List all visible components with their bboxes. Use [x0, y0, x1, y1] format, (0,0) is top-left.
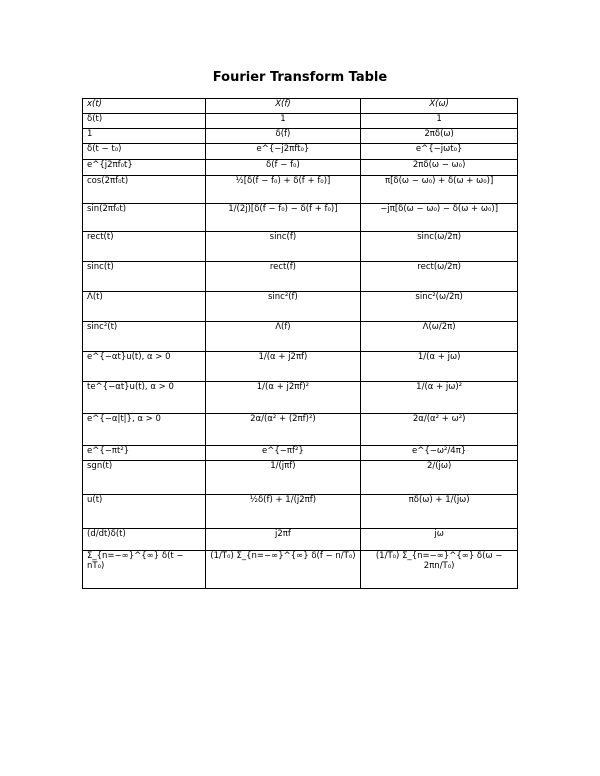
freq-f-cell: sinc²(f)	[205, 292, 361, 322]
freq-f-cell: e^{−πf²}	[205, 446, 361, 461]
time-domain-cell: cos(2πf₀t)	[83, 176, 206, 204]
freq-f-cell: 1/(2j)[δ(f − f₀) − δ(f + f₀)]	[205, 204, 361, 232]
freq-f-cell: ½δ(f) + 1/(j2πf)	[205, 495, 361, 529]
freq-omega-cell: 2πδ(ω)	[361, 129, 518, 144]
table-row	[83, 414, 518, 446]
table-row	[83, 114, 518, 129]
table-row	[83, 551, 518, 589]
freq-omega-cell: π[δ(ω − ω₀) + δ(ω + ω₀)]	[361, 176, 518, 204]
freq-omega-cell: 2πδ(ω − ω₀)	[361, 160, 518, 176]
freq-omega-cell: −jπ[δ(ω − ω₀) − δ(ω + ω₀)]	[361, 204, 518, 232]
time-domain-cell: δ(t)	[83, 114, 206, 129]
table-row	[83, 382, 518, 414]
time-domain-cell: e^{−πt²}	[83, 446, 206, 461]
freq-omega-cell: X(ω)	[361, 99, 518, 114]
time-domain-cell: e^{−α|t|}, α > 0	[83, 414, 206, 446]
freq-omega-cell: Λ(ω/2π)	[361, 322, 518, 352]
table-row	[83, 262, 518, 292]
table-row	[83, 461, 518, 495]
time-domain-cell: x(t)	[83, 99, 206, 114]
freq-omega-cell: 2/(jω)	[361, 461, 518, 495]
time-domain-cell: (d/dt)δ(t)	[83, 529, 206, 551]
freq-f-cell: 1	[205, 114, 361, 129]
time-domain-cell: te^{−αt}u(t), α > 0	[83, 382, 206, 414]
freq-omega-cell: 1	[361, 114, 518, 129]
time-domain-cell: 1	[83, 129, 206, 144]
time-domain-cell: e^{j2πf₀t}	[83, 160, 206, 176]
freq-omega-cell: e^{−jωt₀}	[361, 144, 518, 160]
time-domain-cell: Σ_{n=−∞}^{∞} δ(t − nT₀)	[83, 551, 206, 589]
table-row	[83, 446, 518, 461]
table-row	[83, 160, 518, 176]
freq-f-cell: 1/(α + j2πf)²	[205, 382, 361, 414]
table-row	[83, 495, 518, 529]
fourier-transform-table	[82, 98, 518, 589]
freq-omega-cell: (1/T₀) Σ_{n=−∞}^{∞} δ(ω − 2πn/T₀)	[361, 551, 518, 589]
table-row	[83, 292, 518, 322]
table-row	[83, 204, 518, 232]
freq-omega-cell: 1/(α + jω)²	[361, 382, 518, 414]
freq-omega-cell: sinc²(ω/2π)	[361, 292, 518, 322]
table-header-row	[83, 99, 518, 114]
freq-f-cell: δ(f)	[205, 129, 361, 144]
freq-omega-cell: 1/(α + jω)	[361, 352, 518, 382]
time-domain-cell: sgn(t)	[83, 461, 206, 495]
freq-omega-cell: 2α/(α² + ω²)	[361, 414, 518, 446]
table-row	[83, 144, 518, 160]
freq-f-cell: Λ(f)	[205, 322, 361, 352]
freq-f-cell: (1/T₀) Σ_{n=−∞}^{∞} δ(f − n/T₀)	[205, 551, 361, 589]
time-domain-cell: δ(t − t₀)	[83, 144, 206, 160]
freq-f-cell: j2πf	[205, 529, 361, 551]
freq-omega-cell: jω	[361, 529, 518, 551]
freq-f-cell: e^{−j2πft₀}	[205, 144, 361, 160]
freq-omega-cell: rect(ω/2π)	[361, 262, 518, 292]
table-row	[83, 232, 518, 262]
freq-f-cell: 2α/(α² + (2πf)²)	[205, 414, 361, 446]
freq-omega-cell: sinc(ω/2π)	[361, 232, 518, 262]
freq-omega-cell: πδ(ω) + 1/(jω)	[361, 495, 518, 529]
table-row	[83, 322, 518, 352]
freq-f-cell: sinc(f)	[205, 232, 361, 262]
freq-f-cell: ½[δ(f − f₀) + δ(f + f₀)]	[205, 176, 361, 204]
freq-f-cell: 1/(α + j2πf)	[205, 352, 361, 382]
freq-f-cell: 1/(jπf)	[205, 461, 361, 495]
time-domain-cell: Λ(t)	[83, 292, 206, 322]
freq-f-cell: rect(f)	[205, 262, 361, 292]
freq-f-cell: X(f)	[205, 99, 361, 114]
page-title: Fourier Transform Table	[212, 70, 388, 85]
table-row	[83, 129, 518, 144]
table-row	[83, 176, 518, 204]
time-domain-cell: rect(t)	[83, 232, 206, 262]
time-domain-cell: sinc(t)	[83, 262, 206, 292]
freq-f-cell: δ(f − f₀)	[205, 160, 361, 176]
time-domain-cell: u(t)	[83, 495, 206, 529]
time-domain-cell: sin(2πf₀t)	[83, 204, 206, 232]
table-row	[83, 352, 518, 382]
table-row	[83, 529, 518, 551]
freq-omega-cell: e^{−ω²/4π}	[361, 446, 518, 461]
time-domain-cell: sinc²(t)	[83, 322, 206, 352]
time-domain-cell: e^{−αt}u(t), α > 0	[83, 352, 206, 382]
